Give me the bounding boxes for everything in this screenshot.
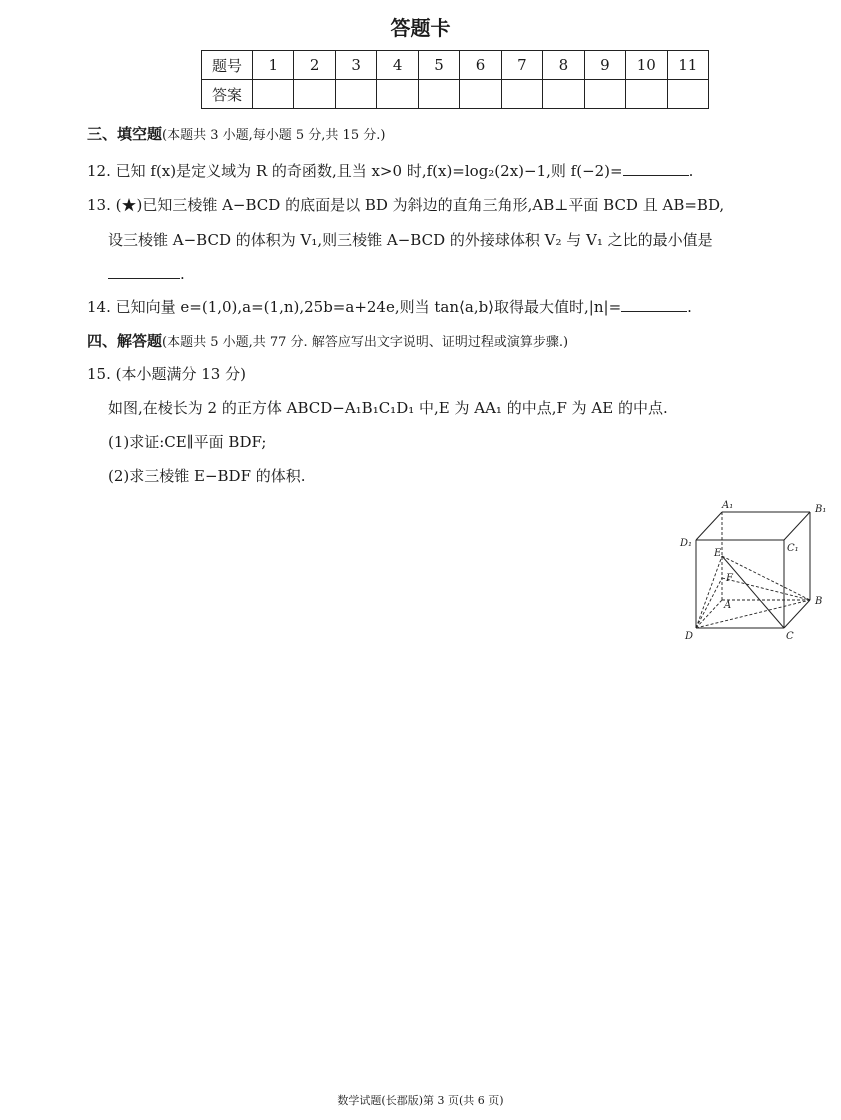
question-13-end: . (180, 265, 185, 283)
question-number-cell: 7 (501, 51, 542, 80)
label-f: F (726, 573, 733, 584)
section-4-heading (87, 331, 568, 353)
segment-de (696, 556, 722, 628)
question-14-text: 14. 已知向量 e=(1,0),a=(1,n),25b=a+24e,则当 tan⟨a,b⟩取得最大值时,|n|= (87, 298, 622, 316)
answer-cell[interactable] (626, 80, 667, 109)
answer-cell[interactable] (501, 80, 542, 109)
answer-cell[interactable] (377, 80, 418, 109)
section-4-title: 四、解答题 (87, 332, 163, 350)
question-12-text: 12. 已知 f(x)是定义域为 R 的奇函数,且当 x>0 时,f(x)=log₂(2x)−1,则 f(−2)= (87, 162, 623, 180)
answer-table (201, 50, 709, 109)
edge-c1b1 (784, 512, 810, 540)
cube-figure (678, 498, 828, 644)
question-number-cell: 6 (460, 51, 501, 80)
answer-blank-13[interactable] (108, 264, 180, 279)
answer-cell[interactable] (335, 80, 376, 109)
answer-cell[interactable] (294, 80, 335, 109)
edge-cb (784, 600, 810, 628)
edge-d1a1 (696, 512, 722, 540)
segment-db (696, 600, 810, 628)
question-number-cell: 11 (667, 51, 708, 80)
segment-df (696, 578, 722, 628)
label-d1: D₁ (680, 538, 693, 549)
answer-table-row-label: 题号 (202, 51, 253, 80)
label-b: B (815, 596, 823, 607)
section-4-note: (本题共 5 小题,共 77 分. 解答应写出文字说明、证明过程或演算步骤.) (162, 335, 569, 350)
question-13-line-3 (108, 264, 185, 284)
answer-cell[interactable] (543, 80, 584, 109)
question-number-cell: 1 (253, 51, 294, 80)
answer-blank-14[interactable] (621, 297, 687, 312)
answer-table-row-label: 答案 (202, 80, 253, 109)
question-number-cell: 10 (626, 51, 667, 80)
label-a: A (724, 600, 732, 611)
page-title: 答题卡 (390, 16, 451, 40)
answer-table-number-row (202, 51, 709, 80)
answer-blank-12[interactable] (623, 161, 689, 176)
section-3-note: (本题共 3 小题,每小题 5 分,共 15 分.) (162, 128, 386, 143)
question-number-cell: 5 (418, 51, 459, 80)
question-15-part-1: (1)求证:CE∥平面 BDF; (108, 433, 267, 451)
segment-fb (722, 578, 810, 600)
answer-cell[interactable] (584, 80, 625, 109)
question-12 (87, 161, 693, 181)
section-3-heading (87, 124, 385, 146)
page-footer: 数学试题(长郡版)第 3 页(共 6 页) (337, 1094, 504, 1107)
question-14 (87, 297, 692, 317)
section-3-title: 三、填空题 (87, 125, 163, 143)
question-number-cell: 2 (294, 51, 335, 80)
answer-table-answer-row (202, 80, 709, 109)
answer-cell[interactable] (418, 80, 459, 109)
question-15-part-2: (2)求三棱锥 E−BDF 的体积. (108, 467, 306, 485)
question-15-title: 15. (本小题满分 13 分) (87, 365, 246, 383)
answer-cell[interactable] (460, 80, 501, 109)
question-13-line-2: 设三棱锥 A−BCD 的体积为 V₁,则三棱锥 A−BCD 的外接球体积 V₂ 与 V₁ 之比的最小值是 (108, 231, 713, 249)
answer-cell[interactable] (253, 80, 294, 109)
question-number-cell: 3 (335, 51, 376, 80)
question-number-cell: 8 (543, 51, 584, 80)
question-number-cell: 9 (584, 51, 625, 80)
question-12-end: . (688, 162, 694, 180)
label-a1: A₁ (722, 500, 734, 511)
question-number-cell: 4 (377, 51, 418, 80)
question-14-end: . (687, 298, 692, 316)
label-c: C (786, 631, 794, 642)
segment-ce (722, 556, 784, 628)
label-c1: C₁ (787, 543, 799, 554)
label-d: D (685, 631, 694, 642)
segment-eb (722, 556, 810, 600)
label-b1: B₁ (815, 504, 827, 515)
answer-cell[interactable] (667, 80, 708, 109)
question-15-stem: 如图,在棱长为 2 的正方体 ABCD−A₁B₁C₁D₁ 中,E 为 AA₁ 的中点,F 为 AE 的中点. (108, 399, 668, 417)
question-13-line-1: 13. (★)已知三棱锥 A−BCD 的底面是以 BD 为斜边的直角三角形,AB⊥平面 BCD 且 AB=BD, (87, 196, 725, 214)
label-e: E (714, 548, 722, 559)
edge-da-hidden (696, 600, 722, 628)
